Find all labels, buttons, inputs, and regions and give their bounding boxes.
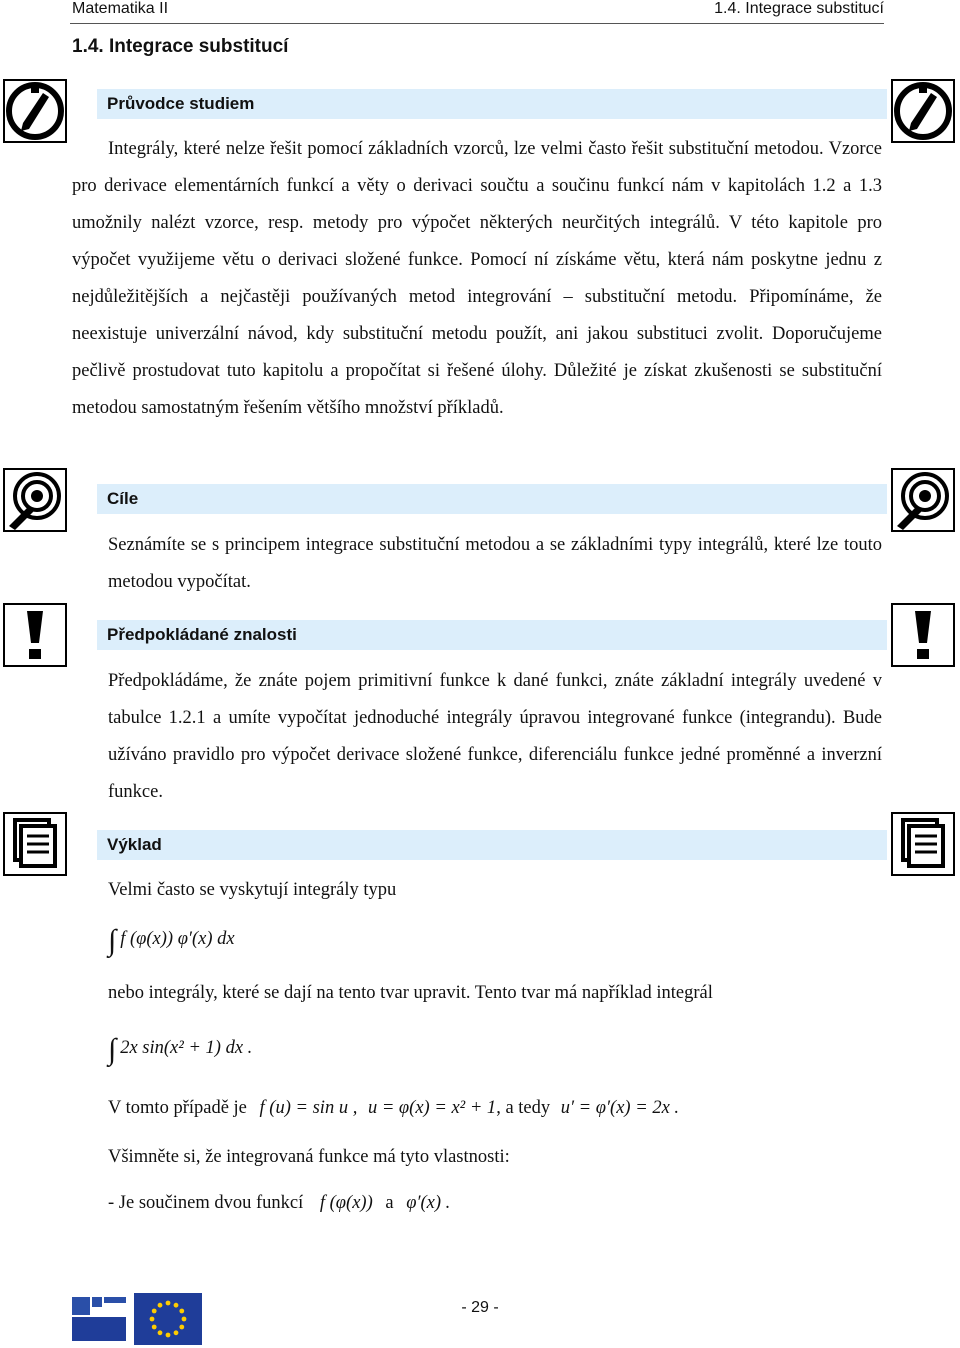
running-header-right: 1.4. Integrace substitucí [714, 0, 884, 17]
section-title-prereq: Předpokládané znalosti [97, 620, 887, 650]
bullet-and: a [385, 1193, 394, 1213]
header-rule [70, 23, 884, 24]
case-lead: V tomto případě je [108, 1098, 247, 1118]
chapter-title: 1.4. Integrace substitucí [72, 36, 289, 57]
bullet-lead: - Je součinem dvou funkcí [108, 1193, 304, 1213]
lecture-text-2: nebo integrály, které se dají na tento tvar upravit. Tento tvar má například integrál [108, 983, 713, 1003]
lecture-intro: Velmi často se vyskytují integrály typu [108, 880, 397, 900]
section-title-goals: Cíle [97, 484, 887, 514]
target-icon [891, 468, 955, 532]
target-icon [3, 468, 67, 532]
bullet-phi: φ′(x) . [406, 1193, 451, 1213]
prereq-paragraph: Předpokládáme, že znáte pojem primitivní funkce k dané funkci, znáte základní integrály uvedené v tabulce 1.2.1 a umíte vypočítat jednoduché integrály úpravou integrované funkce (integrandu). Bude užíváno pravidlo pro výpočet derivace složené funkce, diferenciálu funkce jedné proměnné a inverzní funkce. [108, 671, 882, 802]
formula-example [108, 1033, 252, 1067]
goals-paragraph: Seznámíte se s principem integrace substituční metodou a se základními typy integrálů, které lze touto metodou vypočítat. [108, 535, 882, 592]
running-header-left: Matematika II [72, 0, 169, 17]
integral-sign: ∫ [108, 924, 117, 957]
case-u: u = φ(x) = x² + 1 [367, 1098, 497, 1118]
page-number: - 29 - [461, 1299, 499, 1316]
compass-icon [3, 79, 67, 143]
substitution-line [108, 1098, 679, 1119]
section-title-guide: Průvodce studiem [97, 89, 887, 119]
formula-general-text: f (φ(x)) φ′(x) dx [120, 929, 235, 949]
books-icon [891, 812, 955, 876]
case-f: f (u) = sin u , [259, 1098, 358, 1118]
integral-sign: ∫ [108, 1033, 117, 1066]
case-tail: , a tedy [496, 1098, 551, 1118]
lecture-note: Všimněte si, že integrovaná funkce má tyto vlastnosti: [108, 1147, 510, 1167]
formula-general [108, 924, 235, 958]
formula-example-text: 2x sin(x² + 1) dx . [120, 1038, 253, 1058]
section-title-lecture: Výklad [97, 830, 887, 860]
compass-icon [891, 79, 955, 143]
guide-paragraph: Integrály, které nelze řešit pomocí základních vzorců, lze velmi často řešit substituční metodou. Vzorce pro derivace elementárních funkcí a věty o derivaci součtu a součinu funkcí nám v kapitolách 1.2 a 1.3 umožnily nalézt vzorce, resp. metody pro výpočet některých neurčitých integrálů. V této kapitole pro výpočet využijeme větu o derivaci složené funkce. Pomocí ní získáme větu, která nám poskytne jednu z nejdůležitějších a nejčastěji používaných metod integrování – substituční metodu. Připomínáme, že neexistuje univerzální návod, kdy substituční metodu použít, ani jakou substituci zvolit. Doporučujeme pečlivě prostudovat tuto kapitolu a propočítat si řešené úlohy. Důležité je získat zkušenosti se substituční metodou samostatným řešením většího množství příkladů. [72, 139, 882, 418]
bullet-line [108, 1193, 450, 1214]
case-du: u′ = φ′(x) = 2x . [560, 1098, 680, 1118]
exclamation-icon [3, 603, 67, 667]
exclamation-icon [891, 603, 955, 667]
books-icon [3, 812, 67, 876]
bullet-f: f (φ(x)) [319, 1193, 373, 1213]
